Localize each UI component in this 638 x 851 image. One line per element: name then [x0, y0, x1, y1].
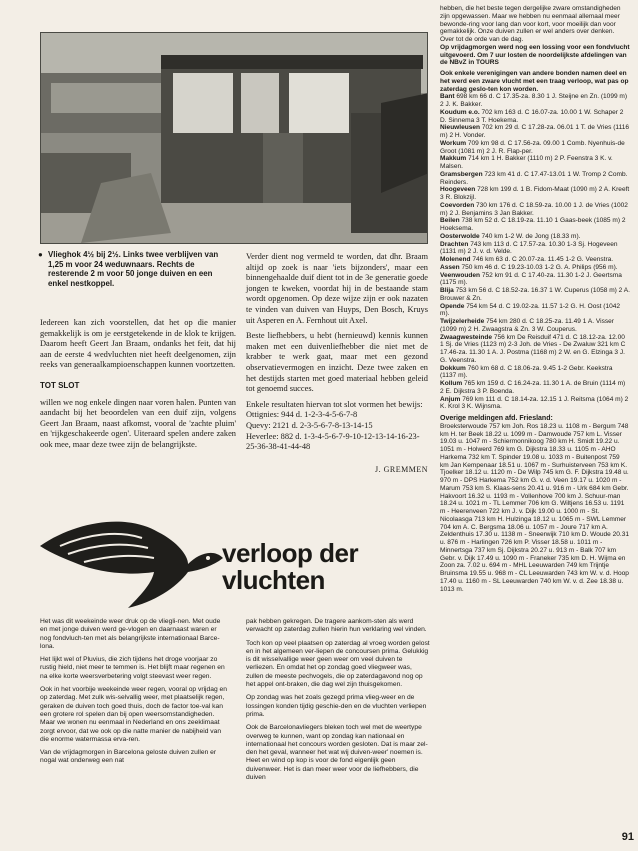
bottom-mid-paragraph-3: Op zondag was het zoals gezegd prima vlieg-weer en de lossingen konden tijdig geschie-den en de vluchten verliepen prima. [246, 694, 427, 718]
results-column-right [440, 5, 630, 593]
result-location-name: Beilen [440, 217, 460, 225]
pigeon-loft-photo [40, 32, 428, 244]
right-entry: Over tot de orde van de dag. [440, 36, 524, 43]
result-location-name: Coevorden [440, 201, 475, 209]
right-entry: hebben, die het beste tegen dergelijke zware omstandigheden zijn opgewassen. Maar we hebben nu eenmaal allemaal meer bewonde-ring voor lang dan voor kort, voor moeilijk dan voor gemakkelijk. Onze duiven zullen er wel anders over denken. [440, 5, 621, 36]
result-location-name: Nieuwleusen [440, 124, 481, 132]
result-location-name: Twijzelerheide [440, 318, 485, 325]
result-coevorden: Coevorden 730 km 176 d. C 18.59-za. 10.00 1 J. de Vries (1002 m) 2 J. Benjamins 3 Jan Bakker. [440, 201, 628, 217]
banner-title-line-2: vluchten [222, 565, 325, 595]
result-opende: Opende 754 km 54 d. C 19.02-za. 11.57 1-2 G. H. Oost (1042 m). [440, 302, 621, 318]
photo-caption [38, 250, 234, 288]
result-zwaagwesteinde: Zwaagwesteinde 756 km De Reisduif 471 d. C 18.12-za. 12.00 1 Sj. de Vries (1123 m) 2-3 Joh. de Vries - De Zwaluw 321 km C 17.46-za. 11.30 1 A. J. Postma (1168 m) 2 W. en G. Elzinga 3 J. G. Veenstra. [440, 333, 626, 364]
bottom-left-paragraph-1: Het was dit weekeinde weer druk op de vliegli-nen. Met oude en met jonge duiven werd ge-vlogen en daarnaast waren er nog fondvluch-ten met als belangrijkste internationaal Barce-lona. [40, 618, 221, 650]
bottom-column-left [40, 618, 228, 771]
article-column-left [40, 318, 236, 456]
result-line-ottignies: Ottignies: 944 d. 1-2-3-4-5-6-7-8 [246, 410, 358, 420]
article-paragraph-1: Iedereen kan zich voorstellen, dat het op die manier gemakkelijk is om je eerstgetekende in de klok te krijgen. Daarom heeft Geert Jan Braam, ondanks het feit, dat hij aan de eerste 4 wedvluchten niet heeft deelgenomen, zijn reeks van generaalkampioenschappen kunnen voortzetten. [40, 318, 236, 370]
result-line-heverlee: Heverlee: 882 d. 1-3-4-5-6-7-9-10-12-13-14-16-23-25-36-38-41-44-48 [246, 431, 420, 452]
result-hoogeveen: Hoogeveen 728 km 199 d. 1 B. Fidom-Maat (1090 m) 2 A. Kreeft 3 R. Blokzijl. [440, 186, 630, 201]
banner-title-line-1: verloop der [222, 538, 359, 568]
result-overige-list: Broeksterwoude 757 km Joh. Ros 18.23 u. 1108 m - Bergum 748 km H. ter Beek 18.22 u. 1099 m - Damwoude 757 km L. Visser 19.03 u. 1047 m - Schiermonnikoog 780 km H. Smidt 19.22 u. 1051 m - Holwerd 769 km G. Dijkstra 18.33 u. 1105 m - AHO Harkema 732 km T. Spinder 19.08 u. 1033 m - Buitenpost 759 km Jan Kempenaar 18.51 u. 1067 m - Surhuisterveen 753 km K. Tjoelker 18.12 u. 1120 m - De Wilp 745 km G. F. Dijkstra 19.48 u. 970 m - DPS Harkema 752 km G. v. d. Veen 19.17 u. 1020 m - Marum 753 km S. Klaas-sens 20.41 u. 916 m - Urk 684 km Gebr. Hakvoort 16.32 u. 1193 m - Vollenhove 700 km J. Schuur-man 18.24 u. 1021 m - TL Lemmer 706 km G. Wiltjens 16.53 u. 1191 m - Heerenveen 722 km J. v. Dijk 19.00 u. 1000 m - St. Nicolaasga 713 km H. Hulzinga 18.12 u. 1065 m - SWL Lemmer 704 km A. C. Bergsma 18.06 u. 1057 m - Joure 717 km A. Zeldenthuis 17.30 u. 1138 m - Sneerwijk 710 km D. Woude 20.31 u. 876 m - Harlingen 726 km P. Visser 18.58 u. 1011 m - Minnertsga 737 km Sj. Dijkstra 20.27 u. 913 m - Balk 707 km Gebr. v. Dijk 17.49 u. 1090 m - Franeker 735 km D. H. Wijma en Zoon za. 7.02 u. 694 m - MHL Leeuwarden 749 km Trijntje Bruinsma 19.55 u. 968 m - CL Leeuwarden 743 km W. v. d. Hoop 17.40 u. 1160 m - SL Leeuwarden 740 km W. v. d. Zee 18.38 u. 1013 m. [440, 422, 629, 593]
result-molenend: Molenend 746 km 63 d. C 20.07-za. 11.45 1-2 G. Veenstra. [440, 256, 614, 263]
bottom-mid-paragraph-2: Toch kon op veel plaatsen op zaterdag al vroeg worden gelost en in het algemeen ver-liepen de concoursen prima. Gelukkig is dit wisselvallige weer geen weer om veel duiven te verliezen. En omdat het op zondag goed vliegweer was, zullen de meeste pechvogels, die op zaterdagavond nog op het appel ont-braken, die dag wel zijn thuisgekomen. [246, 639, 430, 689]
result-location-name: Gramsbergen [440, 170, 483, 178]
result-drachten: Drachten 743 km 113 d. C 17.57-za. 10.30 1-3 Sj. Hogeveen (1131 m) 2 J. v. d. Velde. [440, 240, 618, 256]
result-gramsbergen: Gramsbergen 723 km 41 d. C 17.47-13.01 1 W. Tromp 2 Comb. Reinders. [440, 170, 628, 186]
result-location-name: Drachten [440, 240, 469, 248]
bottom-mid-paragraph-4: Ook de Barcelonavliegers bleken toch wel met de weertype overweg te kunnen, want op zondag kan nationaal en internationaal het concours worden gesloten. Dat is maar zel-den het geval, wanneer het wat wij duiven-weer' noemen is. Heet en wind op kop is voor de fond eigenlijk geen duivenweer. Het is dan meer weer voor de liefhebbers, die duiven [246, 724, 428, 782]
result-location-name: Dokkum [440, 364, 466, 372]
article-paragraph-3: Verder dient nog vermeld te worden, dat dhr. Braam altijd op zoek is naar 'iets bijzonders', maar een binnengehaalde duif dient tot in de 3e generatie goede jongen te kweken, voordat hij in de bestaande stam wordt opgenomen. Op deze wijze zijn er ook nazaten te vinden van duiven van Huyps, Den Bosch, Kruys uit Asperen en A. Fernhout uit Axel. [246, 252, 428, 325]
caption-bullet: ● [38, 250, 43, 259]
result-location-name: Assen [440, 263, 460, 271]
result-nieuwleusen: Nieuwleusen 702 km 29 d. C 17.28-za. 06.01 1 T. de Vries (1116 m) 2 H. Vonder. [440, 124, 630, 139]
result-anjum: Anjum 769 km 111 d. C 18.14-za. 12.15 1 J. Reitsma (1064 m) 2 K. Krol 3 K. Wijnsma. [440, 395, 629, 411]
section-heading-overige: Overige meldingen afd. Friesland: [440, 415, 553, 422]
bottom-mid-paragraph-1: pak hebben gekregen. De tragere aankom-sten als werd verwacht op zaterdag zullen hierin hun verklaring wel vinden. [246, 618, 427, 634]
result-location-name: Anjum [440, 395, 461, 403]
result-location-name: Zwaagwesteinde [440, 333, 493, 341]
right-entry: Ook enkele verenigingen van andere bonden namen deel en het werd een zware vlucht met een traag verloop, wat pas op zaterdag geslo-ten kon worden. [440, 70, 629, 93]
article-paragraph-5: Enkele resultaten hiervan tot slot vormen het bewijs: [246, 399, 423, 409]
bottom-left-paragraph-4: Van de vrijdagmorgen in Barcelona geloste duiven zullen er nogal wat onderweg een nat [40, 749, 217, 765]
result-twijzelerheide: Twijzelerheide 754 km 280 d. C 18.25-za. 11.49 1 A. Visser (1099 m) 2 H. Zwaagstra & Zn. 3 W. Couperus. [440, 318, 614, 333]
banner-title [222, 540, 358, 594]
result-dokkum: Dokkum 760 km 68 d. C 18.06-za. 9.45 1-2 Gebr. Keekstra (1137 m). [440, 364, 613, 380]
bottom-column-middle [246, 618, 430, 787]
result-workum: Workum 709 km 98 d. C 17.56-za. 09.00 1 Comb. Nyenhuis-de Groot (1081 m) 2 J. R. Flap-per. [440, 139, 625, 155]
bottom-left-paragraph-3: Ook in het voorbije weekeinde weer regen, vooral op vrijdag en op zaterdag. Met zulk wis-selvallig weer, met plaatselijk regen, geraken de duiven toch goed thuis, doch de factor toe-val kan een grotere rol spelen dan bij open weersomstandigheden. Maar we wonen nu eenmaal in Nederland en ons zeeklimaat zorgt ervoor, dat we ook op die natte manier de nabijheid van die enorme watermassa erva-ren. [40, 686, 227, 743]
right-entry: Op vrijdagmorgen werd nog een lossing voor een fondvlucht uitgevoerd. Om 7 uur losten de noordelijkste afdelingen van de NBvZ in TOURS [440, 43, 630, 67]
result-blija: Blija 753 km 56 d. C 18.52-za. 16.37 1 W. Cuperus (1058 m) 2 A. Brouwer & Zn. [440, 287, 630, 302]
result-location-name: Makkum [440, 155, 467, 163]
result-line-quevy: Quevy: 2121 d. 2-3-5-6-7-8-13-14-15 [246, 420, 373, 430]
page-number: 91 [621, 831, 634, 843]
article-column-middle [246, 252, 428, 475]
bottom-left-paragraph-2: Het lijkt wel of Pluvius, die zich tijdens het droge voorjaar zo rustig hield, niet meer te temmen is. Het blijft maar regenen en na elke korte weersverbetering volgt steevast weer regen. [40, 656, 225, 680]
result-location-name: Bant [440, 93, 455, 101]
caption-text: Vlieghok 4½ bij 2½. Links twee verblijven van 1,25 m voor 24 weduwnaars. Rechts de resterende 2 m voor 50 jonge duiven en een enkel nestkoppel. [48, 250, 219, 288]
article-paragraph-4: Beste liefhebbers, u hebt (hernieuwd) kennis kunnen maken met een duivenliefhebber die niet met de krabber te werk gaat, maar met een gezond observatievermogen en inzicht. Deze twee zaken en het destijds starten met goed materiaal hebben geleid tot genoemd succes. [246, 331, 428, 394]
result-location-name: Hoogeveen [440, 186, 476, 194]
result-makkum: Makkum 714 km 1 H. Bakker (1110 m) 2 P. Feenstra 3 K. v. Malsen. [440, 155, 613, 170]
result-location-name: Oosterwolde [440, 232, 480, 240]
section-heading-tot-slot: TOT SLOT [40, 380, 80, 390]
result-kollum: Kollum 765 km 159 d. C 16.24-za. 11.30 1 A. de Bruin (1114 m) 2 E. Dijkstra 3 P. Boenda. [440, 380, 626, 395]
result-location-name: Molenend [440, 256, 471, 263]
result-koudum: Koudum e.o. 702 km 163 d. C 16.07-za. 10.00 1 W. Schaper 2 D. Sinnema 3 T. Hoekema. [440, 108, 624, 124]
result-location-name: Blija [440, 287, 454, 294]
result-beilen: Beilen 738 km 52 d. C 18.19-za. 11.10 1 Gaas-beek (1085 m) 2 Hoeksema. [440, 217, 626, 232]
result-location-name: Opende [440, 302, 465, 310]
result-location-name: Kollum [440, 380, 463, 387]
result-location-name: Veenwouden [440, 271, 481, 279]
article-paragraph-2: willen we nog enkele dingen naar voren halen. Punten van aandacht bij het beoordelen van een duif zijn, volgens Geert Jan Braam, naast afkomst, vooral de 'zachte pluim' en 'rijkgeschakeerde ogen'. Uiteraard spelen andere zaken ook mee, maar deze twee zijn de belangrijkste. [40, 397, 236, 449]
result-bant: Bant 698 km 66 d. C 17.35-za. 8.30 1 J. Steijne en Zn. (1099 m) 2 J. K. Bakker. [440, 93, 628, 108]
loft-photo-illustration [41, 33, 428, 244]
result-oosterwolde: Oosterwolde 740 km 1-2 W. de Jong (18.33 m). [440, 232, 581, 240]
result-location-name: Workum [440, 139, 467, 147]
result-veenwouden: Veenwouden 752 km 91 d. C 17.40-za. 11.30 1-2 J. Geertsma (1175 m). [440, 271, 622, 287]
result-location-name: Koudum e.o. [440, 108, 480, 116]
author-signature: J. GREMMEN [374, 464, 428, 474]
result-assen: Assen 750 km 46 d. C 19.23-10.03 1-2 G. A. Philips (956 m). [440, 263, 618, 271]
